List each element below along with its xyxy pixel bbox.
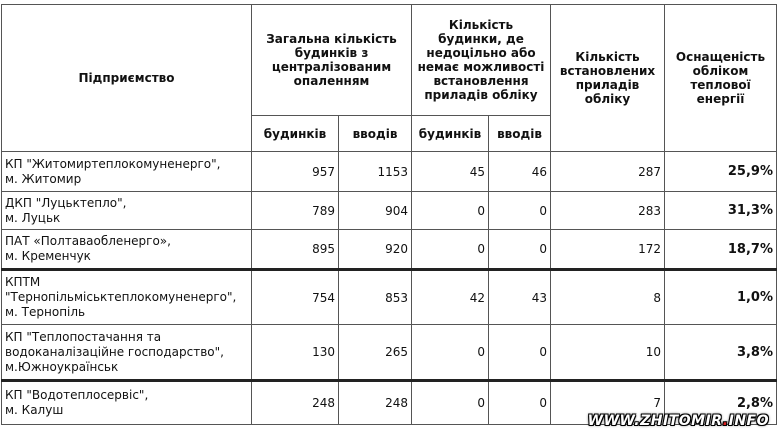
heating-metering-table xyxy=(1,4,777,425)
table-row xyxy=(2,230,777,270)
subheader-buildings: будинків xyxy=(252,116,339,152)
equipment-cell: 2,8% xyxy=(665,381,777,425)
inputs-cell: 853 xyxy=(339,270,412,325)
enterprise-name: КП "Водотеплосервіс", м. Калуш xyxy=(2,381,252,425)
buildings-cell: 957 xyxy=(252,152,339,192)
table-row xyxy=(2,192,777,230)
buildings-cell: 789 xyxy=(252,192,339,230)
nf-inputs-cell: 43 xyxy=(489,270,551,325)
enterprise-name: ПАТ «Полтаваобленерго», м. Кременчук xyxy=(2,230,252,270)
header-installed-meters: Кількість встановлених приладів обліку xyxy=(551,5,665,152)
header-not-feasible: Кількість будинки, де недоцільно або немає можливості встановлення приладів обліку xyxy=(412,5,551,116)
enterprise-name: КП "Теплопостачання та водоканалізаційне господарство", м.Южноукраїнськ xyxy=(2,325,252,381)
nf-buildings-cell: 0 xyxy=(412,325,489,381)
buildings-cell: 248 xyxy=(252,381,339,425)
installed-cell: 8 xyxy=(551,270,665,325)
nf-inputs-cell: 46 xyxy=(489,152,551,192)
header-enterprise: Підприємство xyxy=(2,5,252,152)
inputs-cell: 920 xyxy=(339,230,412,270)
installed-cell: 10 xyxy=(551,325,665,381)
nf-buildings-cell: 45 xyxy=(412,152,489,192)
site-watermark: WWW.ZHITOMIR.INFO xyxy=(587,413,769,429)
nf-inputs-cell: 0 xyxy=(489,325,551,381)
nf-inputs-cell: 0 xyxy=(489,192,551,230)
inputs-cell: 1153 xyxy=(339,152,412,192)
enterprise-name: ДКП "Луцьктепло", м. Луцьк xyxy=(2,192,252,230)
buildings-cell: 754 xyxy=(252,270,339,325)
equipment-cell: 1,0% xyxy=(665,270,777,325)
table-row xyxy=(2,325,777,381)
nf-buildings-cell: 0 xyxy=(412,230,489,270)
subheader-nf-buildings: будинків xyxy=(412,116,489,152)
inputs-cell: 904 xyxy=(339,192,412,230)
equipment-cell: 25,9% xyxy=(665,152,777,192)
header-total-buildings: Загальна кількість будинків з централізованим опаленням xyxy=(252,5,412,116)
installed-cell: 283 xyxy=(551,192,665,230)
enterprise-name: КП "Житомиртеплокомуненерго", м. Житомир xyxy=(2,152,252,192)
inputs-cell: 248 xyxy=(339,381,412,425)
nf-inputs-cell: 0 xyxy=(489,381,551,425)
header-equipment-level: Оснащеність обліком теплової енергії xyxy=(665,5,777,152)
installed-cell: 287 xyxy=(551,152,665,192)
nf-buildings-cell: 0 xyxy=(412,381,489,425)
subheader-inputs: вводів xyxy=(339,116,412,152)
equipment-cell: 18,7% xyxy=(665,230,777,270)
equipment-cell: 3,8% xyxy=(665,325,777,381)
buildings-cell: 895 xyxy=(252,230,339,270)
equipment-cell: 31,3% xyxy=(665,192,777,230)
installed-cell: 172 xyxy=(551,230,665,270)
nf-inputs-cell: 0 xyxy=(489,230,551,270)
nf-buildings-cell: 0 xyxy=(412,192,489,230)
table-row xyxy=(2,270,777,325)
subheader-nf-inputs: вводів xyxy=(489,116,551,152)
nf-buildings-cell: 42 xyxy=(412,270,489,325)
installed-cell: 7 xyxy=(551,381,665,425)
inputs-cell: 265 xyxy=(339,325,412,381)
buildings-cell: 130 xyxy=(252,325,339,381)
header-row xyxy=(2,5,777,116)
enterprise-name: КПТМ "Тернопільміськтеплокомуненерго", м. Тернопіль xyxy=(2,270,252,325)
table-row xyxy=(2,152,777,192)
